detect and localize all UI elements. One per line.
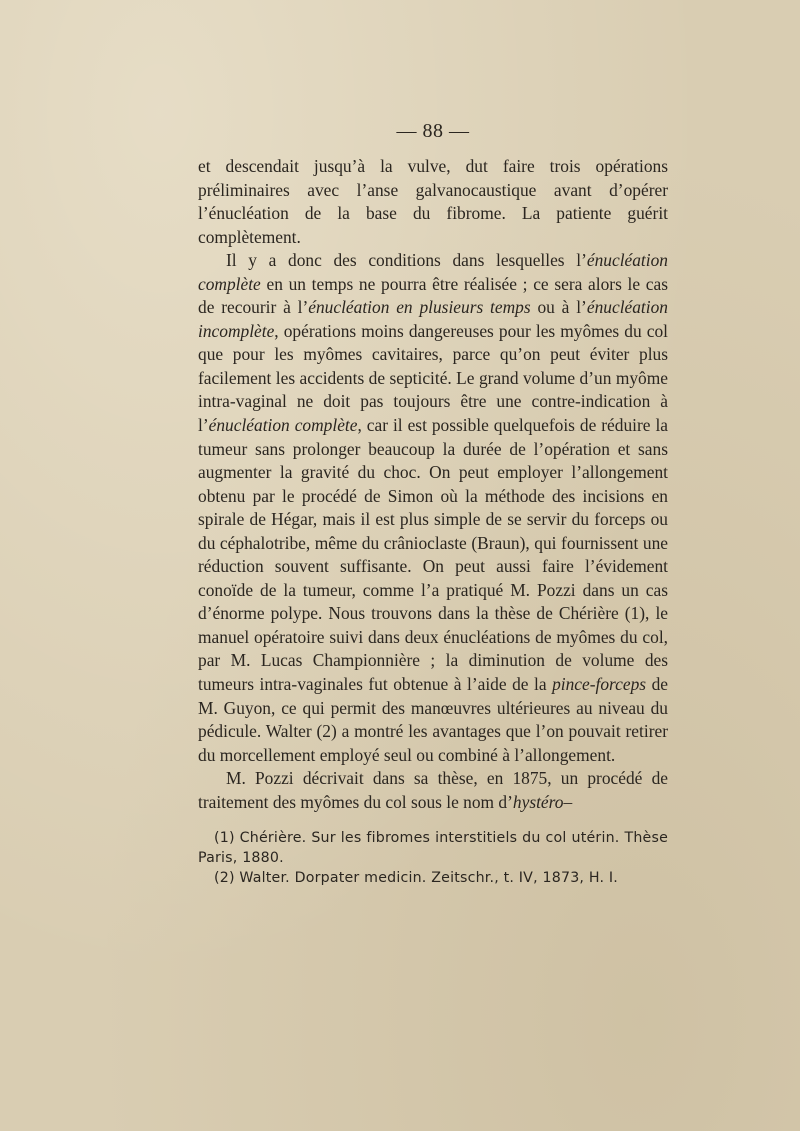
text-run: Il y a donc des conditions dans lesquelles l’ (226, 250, 587, 271)
body-text (198, 155, 668, 814)
text-run: M. Pozzi décrivait dans sa thèse, en 1875, un procédé de traitement des myômes du col sous le nom d’ (198, 768, 668, 812)
page (198, 120, 668, 888)
italic-run: énucléation en plusieurs temps (308, 297, 531, 318)
italic-run: énucléation complète (208, 415, 358, 436)
footnotes (198, 828, 668, 888)
footnote-2: (2) Walter. Dorpater medicin. Zeitschr., t. IV, 1873, H. I. (214, 870, 618, 887)
paragraph-1 (198, 155, 668, 249)
italic-run: énucléation incomplète (198, 297, 668, 341)
paragraph-2 (198, 249, 668, 767)
text-run: en un temps ne pourra être réalisée ; ce sera alors le cas de recourir à l’ (198, 273, 668, 318)
footnote-1: (1) Chérière. Sur les fibromes interstitiels du col utérin. Thèse Paris, 1880. (198, 830, 668, 867)
text-run: et descendait jusqu’à la vulve, dut faire trois opérations préliminaires avec l’anse galvanocaustique avant d’opérer l’énucléation de la base du fibrome. La patiente guérit complètement. (198, 156, 668, 247)
page-number: — 88 — (396, 120, 470, 142)
text-run: , opérations moins dangereuses pour les myômes du col que pour les myômes cavitaires, parce qu’on peut éviter plus facilement les accidents de septicité. Le grand volume d’un myôme intra-vaginal ne doit pas toujours être une contre-indication à l’ (198, 320, 668, 436)
text-run: , car il est possible quelquefois de réduire la tumeur sans prolonger beaucoup la durée de l’opération et sans augmenter la gravité du choc. On peut employer l’allongement obtenu par le procédé de Simon où la méthode des incisions en spirale de Hégar, mais il est plus simple de se servir du forceps ou du céphalotribe, même du crânioclaste (Braun), qui fournissent une réduction souvent suffisante. On peut aussi faire l’évidement conoïde de la tumeur, comme l’a pratiqué M. Pozzi dans un cas d’énorme polype. Nous trouvons dans la thèse de Chérière (1), le manuel opératoire suivi dans deux énucléations de myômes du col, par M. Lucas Championnière ; la diminution de volume des tumeurs intra-vaginales fut obtenue à l’aide de la (198, 415, 669, 695)
italic-run: hystéro– (512, 791, 573, 812)
italic-run: pince-forceps (552, 674, 647, 695)
text-run: de M. Guyon, ce qui permit des manœuvres ultérieures au niveau du pédicule. Walter (2) a montré les avantages que l’on pouvait retirer du morcellement employé seul ou combiné à l’allongement. (198, 674, 668, 765)
text-run: ou à l’ (530, 297, 587, 318)
italic-run: énucléation complète (198, 250, 668, 294)
paragraph-3 (198, 767, 668, 814)
